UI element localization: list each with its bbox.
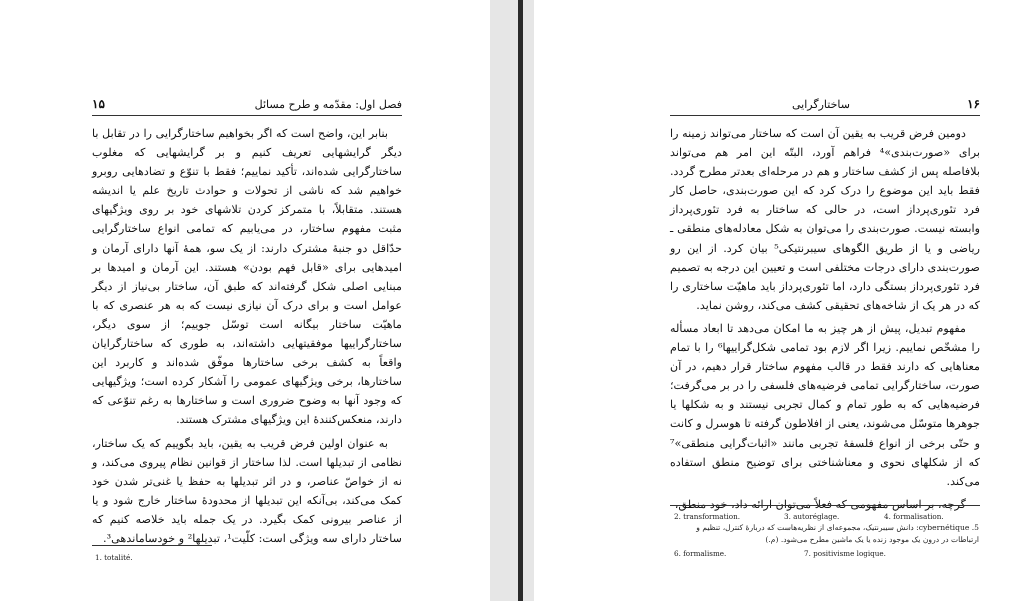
header-rule xyxy=(670,115,980,116)
footnote: 7. positivisme logique. xyxy=(804,549,886,558)
footnote: 5. cybernétique: دانش سیبرنتیک، مجموعه‌ای از نظریه‌هاست که دربارهٔ کنترل، تنظیم و ارتباطات در درون یک موجود زنده یا یک ماشین مطرح می‌شود. (م.) xyxy=(696,523,979,544)
footnote-rule xyxy=(670,505,980,506)
page-number: ۱۵ xyxy=(92,97,105,111)
left-body xyxy=(92,124,402,552)
right-footnotes xyxy=(674,511,979,559)
left-page xyxy=(0,0,490,601)
footnote: 4. formalisation. xyxy=(884,512,944,521)
book-gutter xyxy=(490,0,534,601)
left-footnotes xyxy=(95,552,395,563)
footnote-rule xyxy=(92,545,212,546)
footnote: 2. transformation. xyxy=(674,512,741,521)
paragraph: دومین فرض قریب به یقین آن است که ساختار می‌تواند زمینه را برای «صورت‌بندی»⁴ فراهم آورد، البتّه این امر هم می‌تواند بلافاصله پس از کشف ساختار و هم در مرحله‌ای بعدتر مطرح گردد. فقط باید این موضوع را درک کرد که این صورت‌بندی، حاصل کار فرد تئوری‌پرداز است، در حالی که ساختار به فرد تئوری‌پرداز وابسته نیست. صورت‌بندی را می‌توان به شکل معادله‌های منطقی ـ ریاضی و یا از طریق الگوهای سیبرنتیکی⁵ بیان کرد. از این رو صورت‌بندی دارای درجات مختلفی است و تعیین این درجه به تصمیم فرد تئوری‌پرداز بستگی دارد، اما تئوری‌پرداز باید ماهیّت ساختاری را که در هر یک از شاخه‌های تحقیقی کشف می‌کند، روشن نماید. xyxy=(670,127,980,312)
spine-shadow xyxy=(518,0,523,601)
running-title: ساختارگرایی xyxy=(792,98,850,111)
footnote: 6. formalisme. xyxy=(674,549,727,558)
right-page xyxy=(534,0,1024,601)
paragraph: بنابر این، واضح است که اگر بخواهیم ساختارگرایی را در تقابل با دیگر گرایشهایی تعریف کنیم و بر گرایشهایی که مغلوب ساختارگرایی شده‌اند، تأکید نماییم؛ فقط با تنوّع و تضادهایی روبرو خواهیم شد که ناشی از تحولات و حوادث تاریخ علم یا اندیشه هستند. متقابلاً، با متمرکز کردن تلاشهای خود بر روی ویژگیهای مثبت مفهوم ساختار، در می‌یابیم که تمامی انواع ساختارگرایی حدّاقل دو جنبهٔ مشترک دارند: از یک سو، همهٔ آنها دارای آرمان و امیدهایی برای «قابل فهم بودن» هستند. این آرمان و امیدها بر مبنایی اصلی شکل گرفته‌اند که طبق آن، ساختار بی‌نیاز از دیگر عوامل است و برای درک آن نیازی نیست که به هر عنصری که با ماهیّت ساختار بیگانه است توسّل جوییم؛ از سوی دیگر، ساختارگراییها موفقیتهایی داشته‌اند، به طوری که ساختارگرایان واقعاً به کشف برخی ساختارها موفّق شده‌اند و کاربرد این ساختارها، برخی ویژگیهای عمومی را آشکار کرده است؛ ویژگیهایی که وجود آنها به وضوح ضروری است و ساختارها به رغم تنوّعی که دارند، منعکس‌کنندهٔ این ویژگیهای مشترک هستند. xyxy=(92,127,402,427)
footnote: 3. autoréglage. xyxy=(784,512,840,521)
left-page-header xyxy=(92,97,402,113)
page-number: ۱۶ xyxy=(967,97,980,111)
right-body xyxy=(670,124,980,518)
paragraph: به عنوان اولین فرض قریب به یقین، باید بگوییم که یک ساختار، نظامی از تبدیلها است. لذا ساختار از قوانین نظام پیروی می‌کند، و نه از خواصّ عناصر، و در اثر تبدیلها به حفظ یا غنی‌تر شدن خود کمک می‌کند، بی‌آنکه این تبدیلها از محدودهٔ ساختار خارج شود و یا از عناصر بیرونی کمک بگیرد. در یک جمله باید خلاصه کنیم که ساختار دارای سه ویژگی است: کلّیت¹، تبدیلها² و خودساماندهی³. xyxy=(92,436,402,545)
right-page-header xyxy=(670,97,980,113)
paragraph: مفهوم تبدیل، پیش از هر چیز به ما امکان می‌دهد تا ابعاد مسأله را مشخّص نماییم. زیرا اگر لازم بود تمامی شکل‌گراییها⁶ را با تمام معناهایی که دارند فقط در قالب مفهوم ساختار قرار دهیم، در آن صورت، ساختارگرایی تمامی فرضیه‌های فلسفی را در بر می‌گرفت؛ فرضیه‌هایی که به طور تمام و کمال تجربی نیستند و به شکلها یا جوهرها متوسّل می‌شوند، یعنی از افلاطون گرفته تا هوسرل و کانت و حتّی برخی از انواع فلسفهٔ تجربی مانند «اثبات‌گرایی منطقی»⁷ که از شکلهای نحوی و معناشناختی برای توضیح منطق استفاده می‌کند. xyxy=(670,321,980,488)
header-rule xyxy=(92,115,402,116)
footnote: 1. totalité. xyxy=(95,553,133,562)
running-title: فصل اول: مقدّمه و طرح مسائل xyxy=(254,98,402,111)
